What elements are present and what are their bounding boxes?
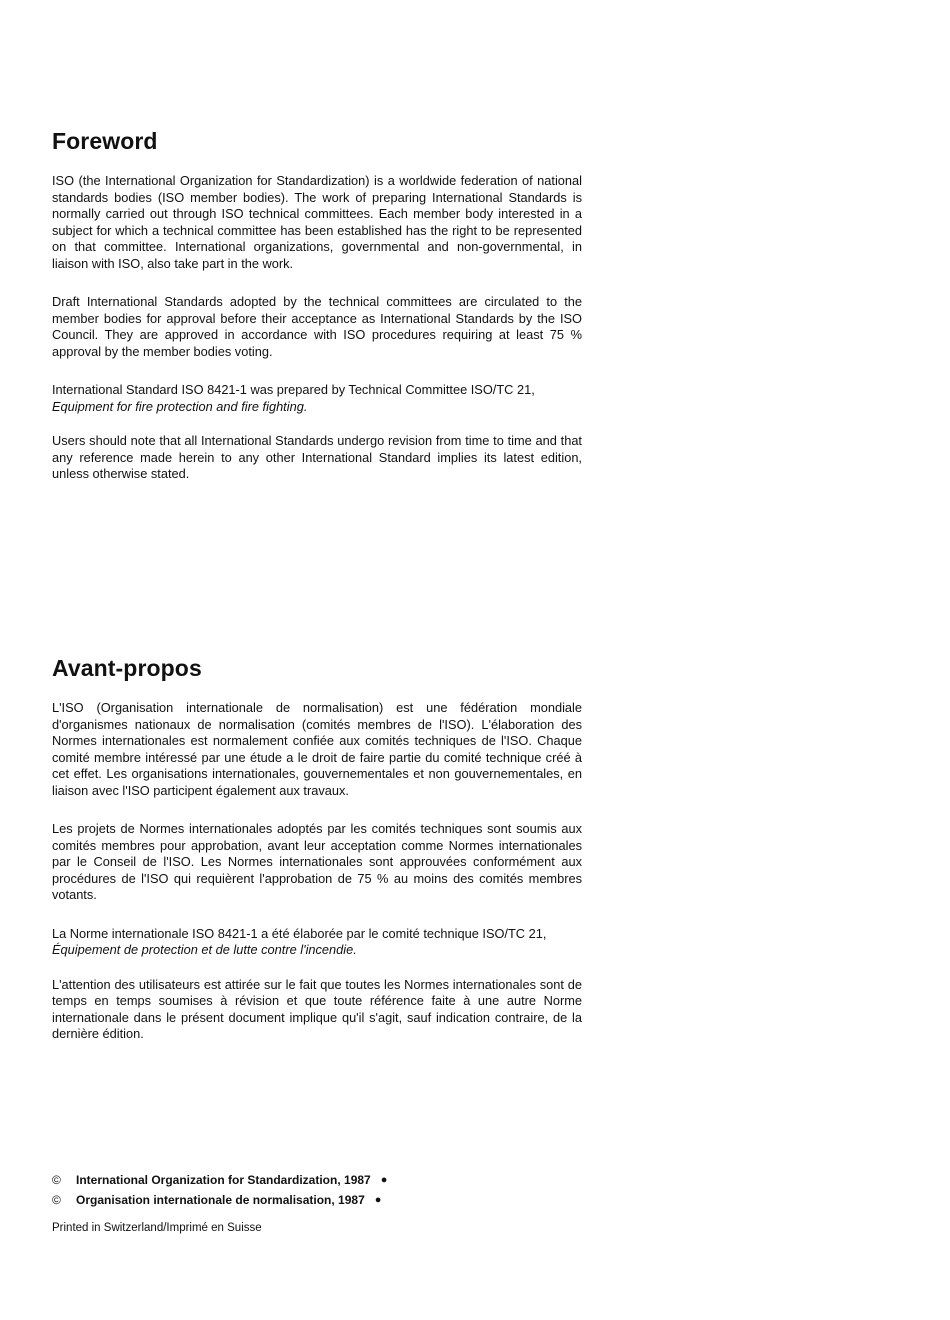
copyright-symbol-icon: © <box>52 1173 61 1187</box>
foreword-paragraph-3 <box>52 382 582 415</box>
copyright-text-en: International Organization for Standardization, 1987 <box>76 1173 371 1187</box>
copyright-block <box>52 1170 387 1210</box>
foreword-paragraph-2: Draft International Standards adopted by the technical committees are circulated to the member bodies for approval before their acceptance as International Standards by the ISO Council. They are approved in accordance with ISO procedures requiring at least 75 % approval by the member bodies voting. <box>52 294 582 359</box>
avant-propos-heading: Avant-propos <box>52 655 202 681</box>
bullet-icon: ● <box>374 1194 382 1206</box>
bullet-icon: ● <box>380 1174 388 1186</box>
avant-propos-section <box>52 655 582 1061</box>
foreword-heading: Foreword <box>52 128 158 154</box>
foreword-paragraph-1: ISO (the International Organization for Standardization) is a worldwide federation of national standards bodies (ISO member bodies). The work of preparing International Standards is normally carried out through ISO technical committees. Each member body interested in a subject for which a technical committee has been established has the right to be represented on that committee. International organizations, governmental and non-governmental, in liaison with ISO, also take part in the work. <box>52 173 582 271</box>
foreword-section <box>52 128 582 501</box>
avant-propos-paragraph-3 <box>52 926 582 959</box>
avant-propos-paragraph-4: L'attention des utilisateurs est attirée sur le fait que toutes les Normes internationales sont de temps en temps soumises à révision et que toute référence faite à une autre Norme internationale dans le présent document implique qu'il s'agit, sauf indication contraire, de la dernière édition. <box>52 976 582 1041</box>
copyright-symbol-icon: © <box>52 1193 61 1207</box>
foreword-prepared-by: International Standard ISO 8421-1 was prepared by Technical Committee ISO/TC 21, <box>52 382 535 397</box>
avant-propos-paragraph-1: L'ISO (Organisation internationale de normalisation) est une fédération mondiale d'organismes nationaux de normalisation (comités membres de l'ISO). L'élaboration des Normes internationales est normalement confiée aux comités techniques de l'ISO. Chaque comité membre intéressé par une étude a le droit de faire partie du comité technique créé à cet effet. Les organisations internationales, gouvernementales et non gouvernementales, en liaison avec l'ISO participent également aux travaux. <box>52 700 582 798</box>
avant-propos-prepared-by: La Norme internationale ISO 8421-1 a été élaborée par le comité technique ISO/TC 21, <box>52 925 547 941</box>
copyright-text-fr: Organisation internationale de normalisation, 1987 <box>76 1193 365 1207</box>
avant-propos-committee-title: Équipement de protection et de lutte contre l'incendie. <box>52 942 357 957</box>
copyright-line-fr <box>52 1190 387 1210</box>
copyright-line-en <box>52 1170 387 1190</box>
avant-propos-paragraph-2: Les projets de Normes internationales adoptés par les comités techniques sont soumis aux comités membres pour approbation, avant leur acceptation comme Normes internationales par le Conseil de l'ISO. Les Normes internationales sont approuvées conformément aux procédures de l'ISO qui requièrent l'approbation de 75 % au moins des comités membres votants. <box>52 821 582 902</box>
printed-in-note: Printed in Switzerland/Imprimé en Suisse <box>52 1222 262 1234</box>
foreword-paragraph-4: Users should note that all International Standards undergo revision from time to time and that any reference made herein to any other International Standard implies its latest edition, unless otherwise stated. <box>52 433 582 481</box>
foreword-committee-title: Equipment for fire protection and fire fighting. <box>52 398 308 414</box>
